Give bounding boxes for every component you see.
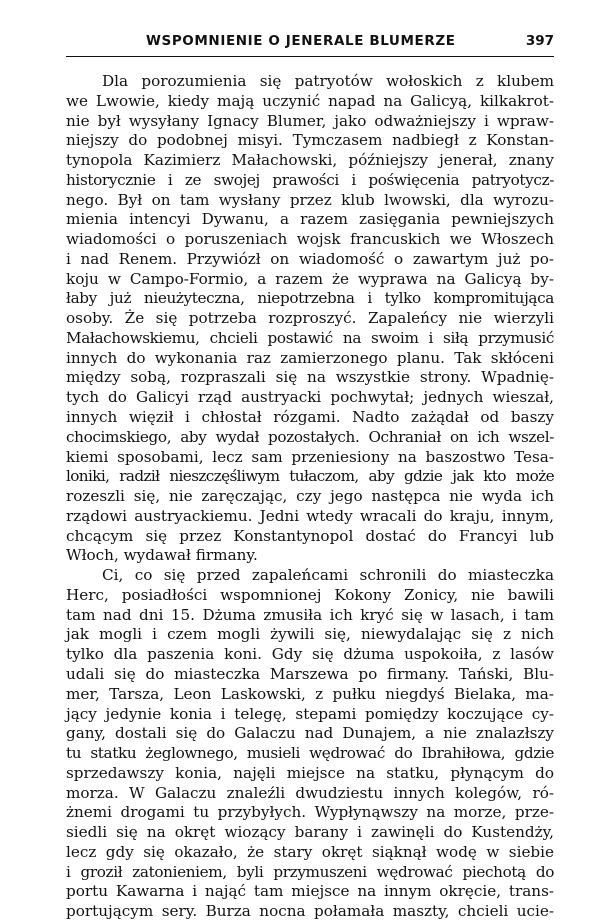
text-line: tam nad dni 15. Dżuma zmusiła ich kryć się w lasach, i tam (66, 605, 554, 624)
text-line: nego. Był on tam wysłany przez klub lwowski, dla wyrozu- (66, 190, 554, 209)
text-line: sprzedawszy konia, najęli miejsce na statku, płynącym do (66, 763, 554, 782)
body-text (66, 72, 554, 922)
text-line: tylko dla paszenia koni. Gdy się dżuma uspokoiła, z lasów (66, 645, 554, 664)
text-line: Herc, posiadłości wspomnionej Kokony Zonicy, nie bawili (66, 585, 554, 604)
text-line: siedli się na okręt wiozący barany i zawinęli do Kustendży, (66, 823, 554, 842)
text-line: loniki, radził nieszczęśliwym tułaczom, aby gdzie jak kto może (66, 467, 554, 486)
text-line: jak mogli i czem mogli żywili się, niewydalając się z nich (66, 625, 554, 644)
text-line: wiadomości o poruszeniach wojsk francuskich we Włoszech (66, 230, 554, 249)
text-line: jący jedynie konia i telegę, stepami pomiędzy koczujące cy- (66, 704, 554, 723)
text-line: nie był wysyłany Ignacy Blumer, jako odważniejszy i wpraw- (66, 111, 554, 130)
text-line: rozeszli się, nie zaręczając, czy jego następca nie wyda ich (66, 487, 554, 506)
text-line: niejszy do podobnej misyi. Tymczasem nadbiegł z Konstan- (66, 131, 554, 150)
text-line: udali się do miasteczka Marszewa po firmany. Tański, Blu- (66, 664, 554, 683)
text-line: historycznie i ze swojej prawości i poświęcenia patryotycz- (66, 170, 554, 189)
text-line: i groził zatonieniem, byli przymuszeni wędrować piechotą do (66, 862, 554, 881)
text-line: osoby. Że się potrzeba rozproszyć. Zapaleńcy nie wierzyli (66, 309, 554, 328)
text-line: rządowi austryackiemu. Jedni wtedy wracali do kraju, innym, (66, 506, 554, 525)
text-line: chcącym się przez Konstantynopol dostać do Francyi lub (66, 526, 554, 545)
text-line: innych więził i chłostał rózgami. Nadto zażądał od baszy (66, 408, 554, 427)
text-line: tu statku żeglownego, musieli wędrować do Ibrahiłowa, gdzie (66, 744, 554, 763)
text-line: Ci, co się przed zapaleńcami schronili do miasteczka (102, 566, 554, 585)
text-line: tych do Galicyi rząd austryacki pochwytał; jednych wieszał, (66, 388, 554, 407)
text-line: Dla porozumienia się patryotów wołoskich z klubem (102, 72, 554, 90)
text-line: kiemi sposobami, lecz sam przeniesiony na baszostwo Tesa- (66, 447, 554, 466)
text-line: gany, dostali się do Galaczu nad Dunajem, a nie znalazłszy (66, 724, 554, 743)
text-line: łaby już nieużyteczna, niepotrzebna i tylko kompromitująca (66, 289, 554, 308)
text-line: portującym sery. Burza nocna połamała maszty, chcieli ucie- (66, 902, 554, 921)
text-line: Włoch, wydawał firmany. (66, 546, 258, 565)
running-title: WSPOMNIENIE O JENERALE BLUMERZE (146, 33, 456, 49)
text-line: portu Kawarna i nająć tam miejsce na innym okręcie, trans- (66, 882, 554, 901)
text-line: chocimskiego, aby wydał pozostałych. Ochraniał on ich wszel- (66, 427, 554, 446)
text-line: tynopola Kazimierz Małachowski, późniejszy jenerał, znany (66, 151, 554, 170)
text-line: między sobą, rozpraszali się na wszystkie strony. Wpadnię- (66, 368, 554, 387)
header-rule (66, 56, 554, 57)
text-line: innych do wykonania raz zamierzonego planu. Tak skłóceni (66, 348, 554, 367)
text-line: mienia intencyi Dywanu, a razem zasięgania pewniejszych (66, 210, 554, 229)
text-line: żnemi drogami tu przybyłych. Wypłynąwszy na morze, prze- (66, 803, 554, 822)
text-line: Małachowskiemu, chcieli postawić na swoim i siłą przymusić (66, 328, 554, 347)
page-number: 397 (525, 33, 554, 49)
text-line: mer, Tarsza, Leon Laskowski, z pułku niegdyś Bielaka, ma- (66, 684, 554, 703)
text-line: i nad Renem. Przywiózł on wiadomość o zawartym już po- (66, 249, 554, 268)
page-header (66, 33, 554, 55)
text-line: lecz gdy się okazało, że stary okręt siąknął wodę w siebie (66, 842, 554, 861)
text-line: morza. W Galaczu znaleźli dwudziestu innych kolegów, ró- (66, 783, 554, 802)
text-line: we Lwowie, kiedy mają uczynić napad na Galicyą, kilkakrot- (66, 91, 554, 110)
text-line: koju w Campo-Formio, a razem że wyprawa na Galicyą by- (66, 269, 554, 288)
